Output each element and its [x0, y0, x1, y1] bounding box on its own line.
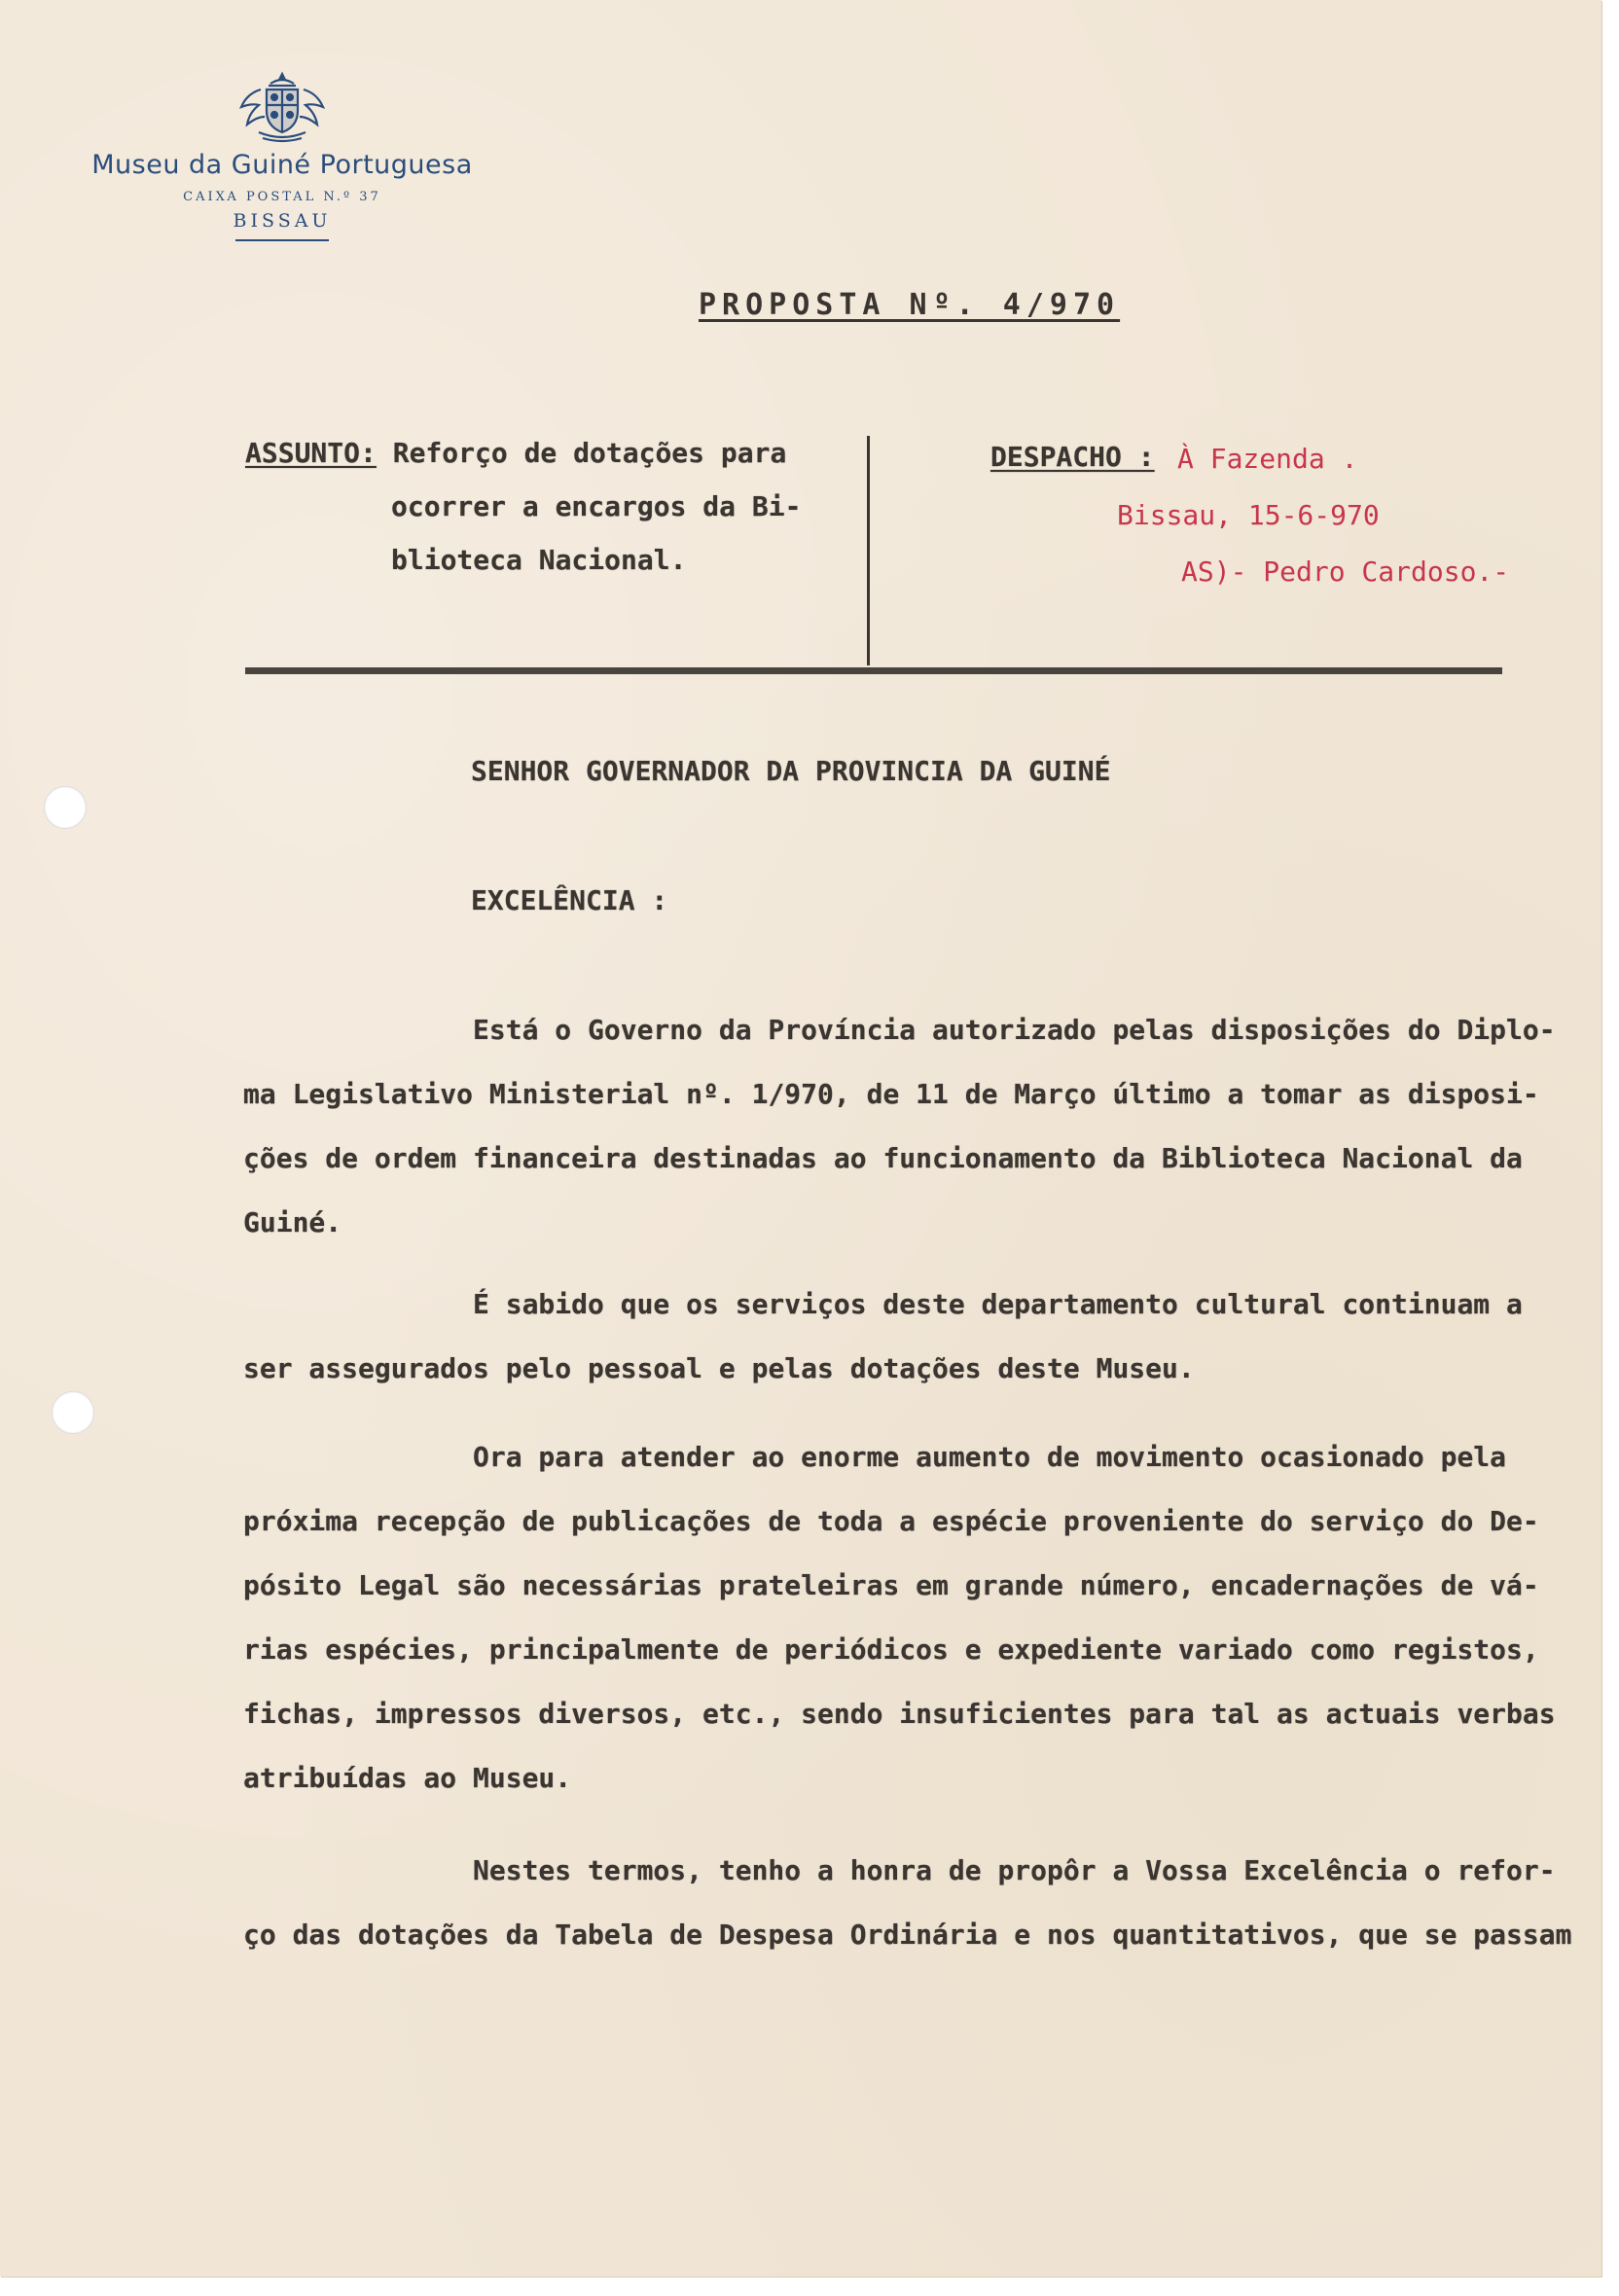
paragraph-line: Ora para atender ao enorme aumento de movimento ocasionado pela — [473, 1441, 1507, 1473]
paragraph-3 — [243, 1425, 1556, 1811]
vertical-divider — [867, 436, 870, 665]
paragraph-2 — [243, 1273, 1547, 1401]
horizontal-divider — [245, 667, 1502, 674]
paragraph-line: próxima recepção de publicações de toda a espécie proveniente do serviço do De- — [243, 1505, 1539, 1537]
despacho-label: DESPACHO : — [990, 441, 1155, 473]
despacho-line-3: AS)- Pedro Cardoso.- — [1181, 556, 1510, 588]
paragraph-line: ço das dotações da Tabela de Despesa Ordinária e nos quantitativos, que se passam — [243, 1919, 1572, 1951]
paragraph-line: Nestes termos, tenho a honra de propôr a Vossa Excelência o refor- — [473, 1854, 1556, 1886]
coat-of-arms-icon — [234, 68, 331, 144]
city-name: BISSAU — [233, 210, 332, 232]
paragraph-line: Guiné. — [243, 1206, 342, 1238]
museum-name: Museu da Guiné Portuguesa — [91, 150, 473, 180]
proposal-title: PROPOSTA Nº. 4/970 — [699, 288, 1121, 322]
addressee: SENHOR GOVERNADOR DA PROVINCIA DA GUINÉ — [471, 755, 1111, 787]
paragraph-line: ções de ordem financeira destinadas ao funcionamento da Biblioteca Nacional da — [243, 1142, 1523, 1174]
punch-hole-top — [44, 786, 87, 829]
paragraph-1 — [243, 998, 1556, 1255]
paragraph-line: É sabido que os serviços deste departamento cultural continuam a — [473, 1288, 1523, 1320]
letterhead — [78, 68, 486, 241]
subject-line-2: ocorrer a encargos da Bi- — [391, 490, 802, 522]
paragraph-line: fichas, impressos diversos, etc., sendo insuficientes para tal as actuais verbas — [243, 1698, 1556, 1730]
subject-label: ASSUNTO: — [245, 437, 377, 469]
despacho-line-2: Bissau, 15-6-970 — [1117, 499, 1380, 531]
subject-line-3: blioteca Nacional. — [391, 544, 687, 576]
city-underline — [235, 239, 329, 241]
po-box: CAIXA POSTAL N.º 37 — [183, 190, 381, 204]
subject-line-1: Reforço de dotações para — [392, 437, 787, 469]
paragraph-line: ser assegurados pelo pessoal e pelas dotações deste Museu. — [243, 1352, 1195, 1384]
paragraph-line: pósito Legal são necessárias prateleiras em grande número, encadernações de vá- — [243, 1569, 1539, 1601]
paragraph-line: ma Legislativo Ministerial nº. 1/970, de 11 de Março último a tomar as disposi- — [243, 1078, 1539, 1110]
paragraph-line: Está o Governo da Província autorizado pelas disposições do Diplo- — [473, 1014, 1556, 1046]
paragraph-line: atribuídas ao Museu. — [243, 1762, 572, 1794]
paragraph-4 — [243, 1839, 1572, 1967]
paragraph-line: rias espécies, principalmente de periódicos e expediente variado como registos, — [243, 1633, 1539, 1666]
despacho-line-1: À Fazenda . — [1177, 443, 1358, 475]
subject-block — [245, 426, 839, 587]
salutation: EXCELÊNCIA : — [471, 884, 668, 916]
punch-hole-bottom — [52, 1391, 94, 1434]
